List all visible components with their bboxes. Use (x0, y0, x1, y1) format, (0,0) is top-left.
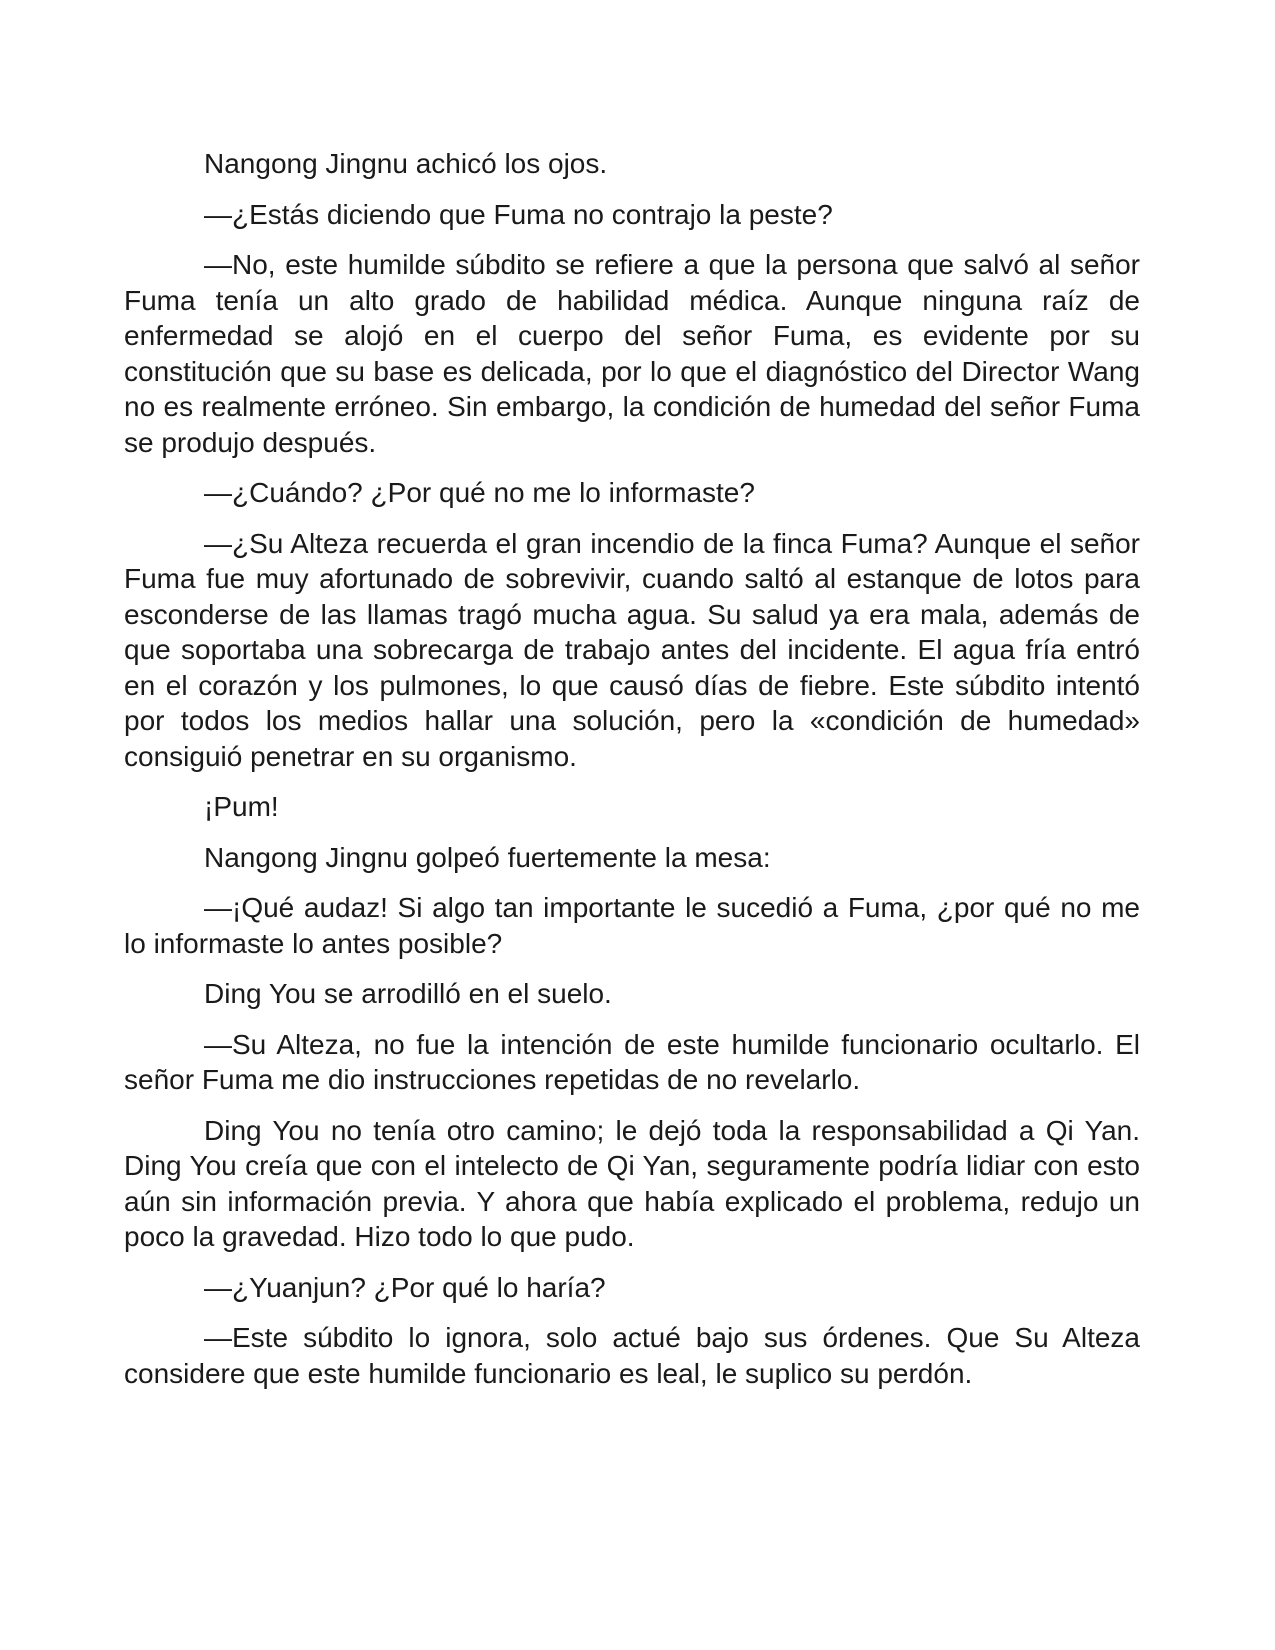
body-text (124, 146, 1140, 1406)
paragraph: Nangong Jingnu golpeó fuertemente la mesa: (204, 841, 771, 873)
paragraph: Ding You no tenía otro camino; le dejó toda la responsabilidad a Qi Yan. Ding You creía que con el intelecto de Qi Yan, seguramente podría lidiar con esto aún sin información previa. Y ahora que había explicado el problema, redujo un poco la gravedad. Hizo todo lo que pudo. (124, 1114, 1140, 1252)
paragraph: —¿Estás diciendo que Fuma no contrajo la peste? (204, 198, 833, 230)
paragraph: —¡Qué audaz! Si algo tan importante le sucedió a Fuma, ¿por qué no me lo informaste lo antes posible? (124, 892, 1140, 959)
paragraph: —¿Cuándo? ¿Por qué no me lo informaste? (204, 477, 755, 508)
paragraph: —Este súbdito lo ignora, solo actué bajo sus órdenes. Que Su Alteza considere que este humilde funcionario es leal, le suplico su perdón. (124, 1322, 1140, 1389)
paragraph: Ding You se arrodilló en el suelo. (204, 978, 612, 1009)
paragraph: Nangong Jingnu achicó los ojos. (204, 148, 608, 179)
paragraph: —Su Alteza, no fue la intención de este humilde funcionario ocultarlo. El señor Fuma me dio instrucciones repetidas de no revelarlo. (124, 1028, 1140, 1095)
paragraph: —¿Yuanjun? ¿Por qué lo haría? (204, 1271, 606, 1303)
paragraph: —¿Su Alteza recuerda el gran incendio de la finca Fuma? Aunque el señor Fuma fue muy afortunado de sobrevivir, cuando saltó al estanque de lotos para esconderse de las llamas tragó mucha agua. Su salud ya era mala, además de que soportaba una sobrecarga de trabajo antes del incidente. El agua fría entró en el corazón y los pulmones, lo que causó días de fiebre. Este súbdito intentó por todos los medios hallar una solución, pero la «condición de humedad» consiguió penetrar en su organismo. (124, 527, 1140, 772)
paragraph: ¡Pum! (204, 791, 279, 822)
paragraph: —No, este humilde súbdito se refiere a que la persona que salvó al señor Fuma tenía un alto grado de habilidad médica. Aunque ninguna raíz de enfermedad se alojó en el cuerpo del señor Fuma, es evidente por su constitución que su base es delicada, por lo que el diagnóstico del Director Wang no es realmente erróneo. Sin embargo, la condición de humedad del señor Fuma se produjo después. (124, 249, 1140, 458)
